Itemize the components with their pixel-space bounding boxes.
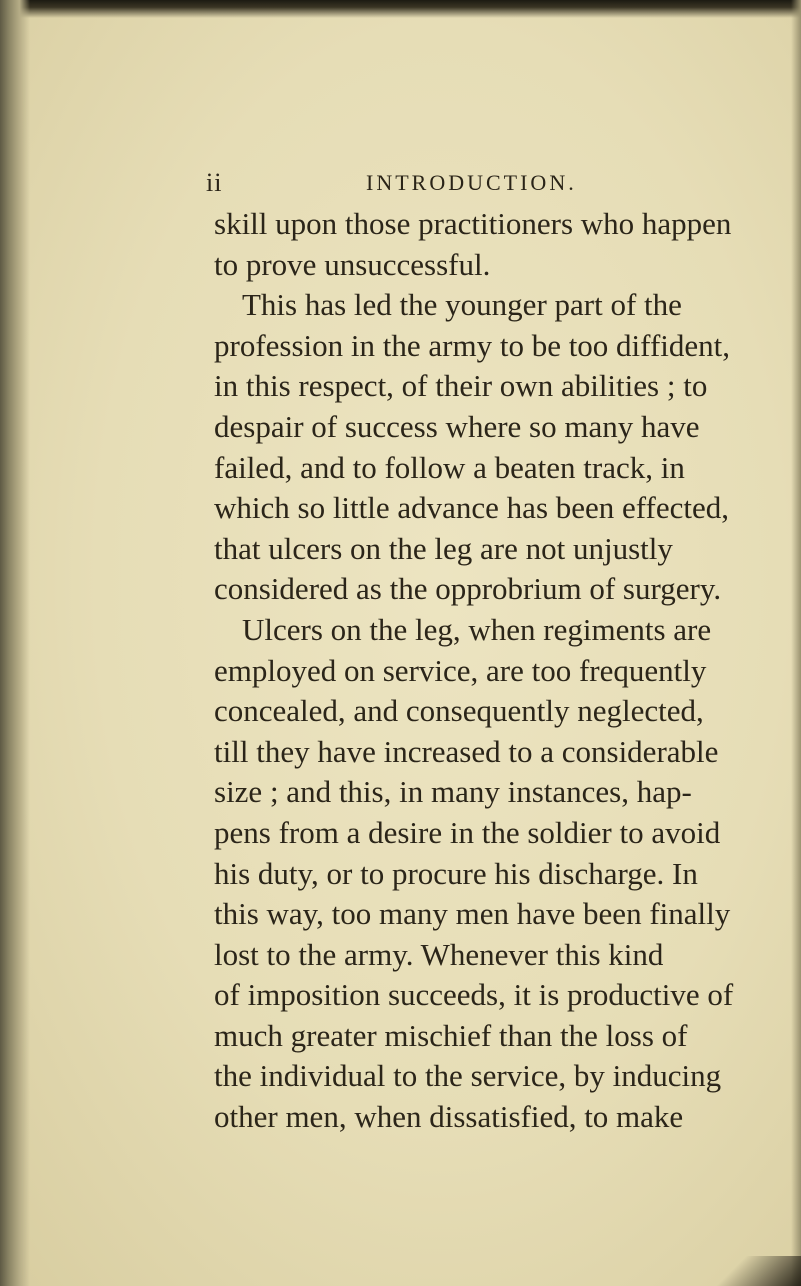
text-line: in this respect, of their own abilities ; to: [214, 368, 708, 404]
text-line: of imposition succeeds, it is productive of: [214, 977, 734, 1013]
page-right-edge: [791, 0, 801, 1286]
text-line: lost to the army. Whenever this kind: [214, 936, 664, 972]
text-line: pens from a desire in the soldier to avoid: [214, 814, 721, 850]
text-line: size ; and this, in many instances, hap-: [214, 774, 692, 810]
text-line: which so little advance has been effected,: [214, 490, 730, 526]
running-title: INTRODUCTION.: [366, 170, 577, 195]
text-line: till they have increased to a considerable: [214, 733, 719, 769]
page-top-edge-shadow: [0, 0, 801, 18]
text-line: much greater mischief than the loss of: [214, 1017, 688, 1053]
text-line: his duty, or to procure his discharge. In: [214, 855, 698, 891]
body-text: [214, 204, 774, 1138]
text-line: employed on service, are too frequently: [214, 652, 707, 688]
text-line: considered as the opprobrium of surgery.: [214, 571, 722, 607]
text-line: failed, and to follow a beaten track, in: [214, 449, 685, 485]
page-binding-edge: [0, 0, 30, 1286]
text-line: This has led the younger part of the: [242, 287, 682, 323]
text-line: skill upon those practitioners who happen: [214, 206, 732, 241]
text-line: concealed, and consequently neglected,: [214, 693, 704, 729]
page-number: ii: [206, 168, 223, 197]
text-line: other men, when dissatisfied, to make: [214, 1099, 684, 1135]
text-line: the individual to the service, by inducing: [214, 1058, 722, 1094]
text-line: that ulcers on the leg are not unjustly: [214, 530, 673, 566]
text-line: despair of success where so many have: [214, 408, 700, 444]
text-line: profession in the army to be too diffident,: [214, 327, 730, 363]
running-head: [206, 168, 766, 198]
text-line: to prove unsuccessful.: [214, 246, 491, 282]
text-line: Ulcers on the leg, when regiments are: [242, 611, 712, 647]
text-line: this way, too many men have been finally: [214, 896, 731, 932]
page-corner-shadow: [661, 1256, 801, 1286]
